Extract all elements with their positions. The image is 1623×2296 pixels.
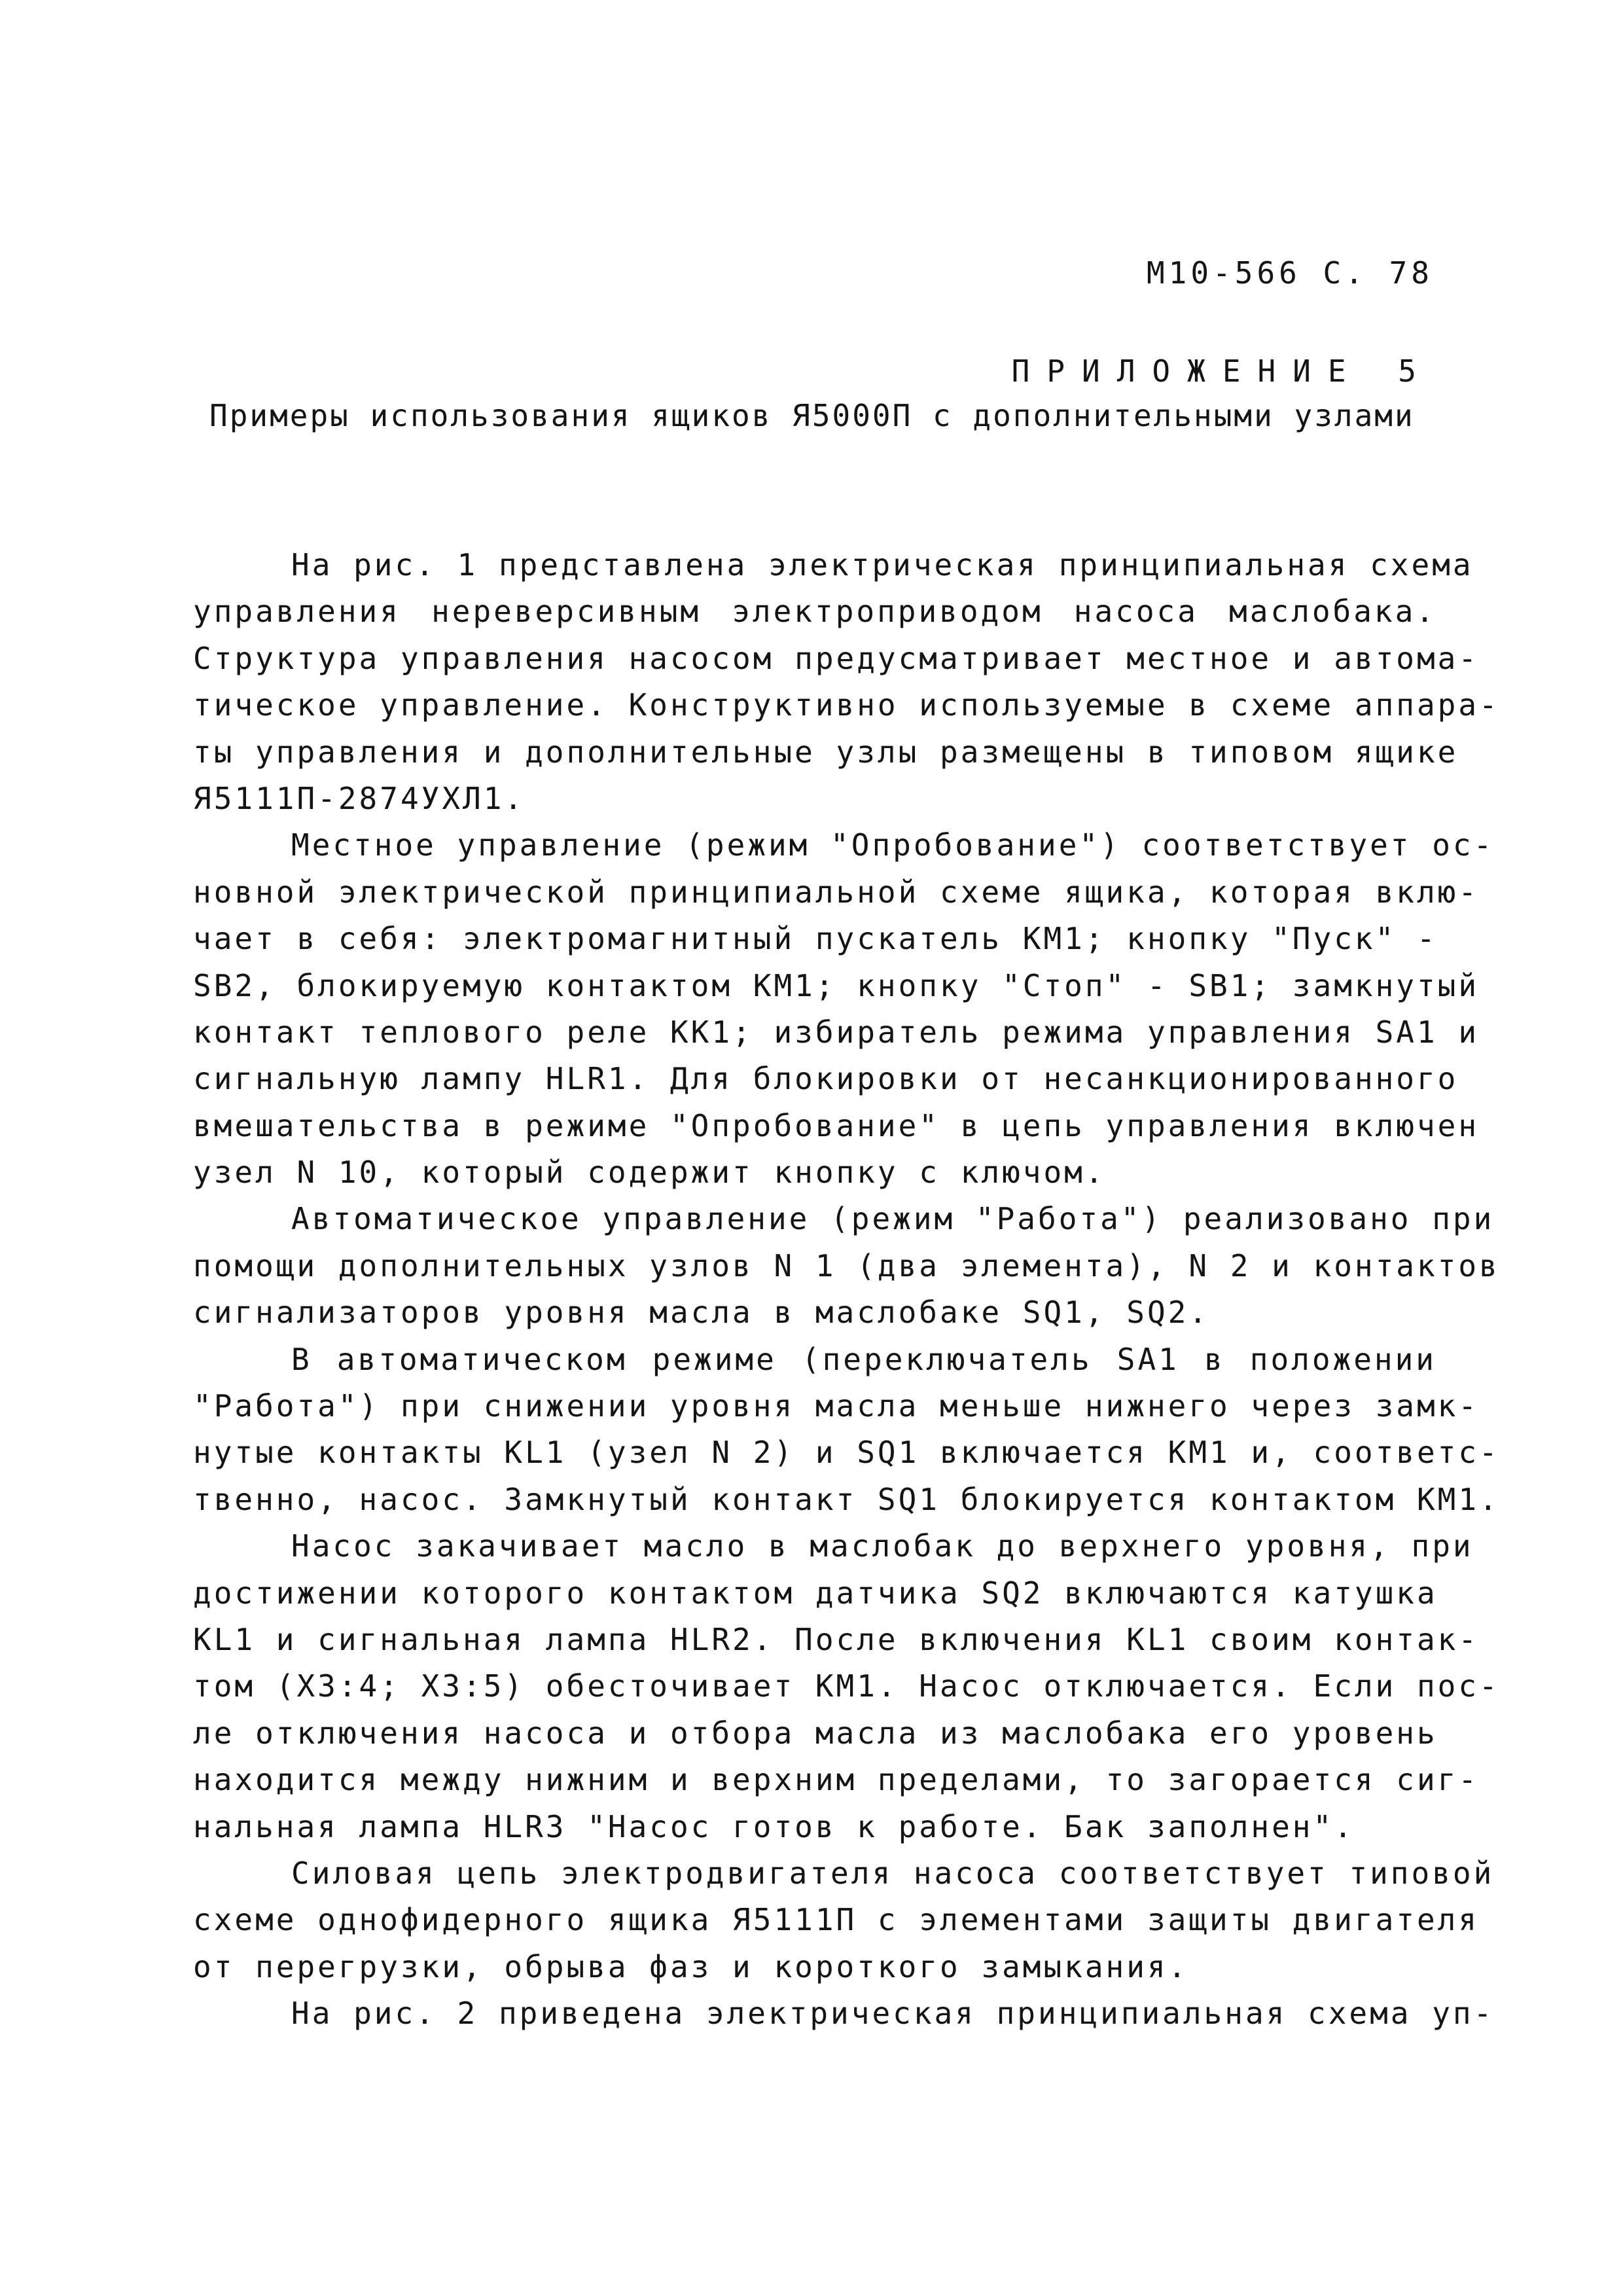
text-line: сигнальную лампу HLR1. Для блокировки от несанкционированного — [193, 1061, 1459, 1097]
text-line: узел N 10, который содержит кнопку с ключом. — [193, 1155, 1106, 1191]
text-line: управления нереверсивным электроприводом насоса маслобака. — [193, 594, 1436, 630]
text-line: находится между нижним и верхним пределами, то загорается сиг- — [193, 1762, 1480, 1798]
text-line: нальная лампа HLR3 "Насос готов к работе. Бак заполнен". — [193, 1808, 1355, 1844]
page-reference: М10-566 С. 78 — [1146, 255, 1433, 291]
text-line: В автоматическом режиме (переключатель SA1 в положении — [291, 1341, 1436, 1377]
appendix-subtitle: Примеры использования ящиков Я5000П с дополнительными узлами — [209, 398, 1415, 433]
text-line: На рис. 2 приведена электрическая принципиальная схема уп- — [291, 1996, 1495, 2032]
text-line: новной электрической принципиальной схеме ящика, которая вклю- — [193, 874, 1480, 910]
text-line: помощи дополнительных узлов N 1 (два элемента), N 2 и контактов — [193, 1247, 1500, 1283]
text-line: чает в себя: электромагнитный пускатель КМ1; кнопку "Пуск" - — [193, 921, 1438, 957]
text-line: "Работа") при снижении уровня масла меньше нижнего через замк- — [193, 1388, 1480, 1424]
text-line: нутые контакты KL1 (узел N 2) и SQ1 включается КМ1 и, соответс- — [193, 1435, 1500, 1471]
text-line: ле отключения насоса и отбора масла из маслобака его уровень — [193, 1715, 1438, 1751]
body-text — [193, 542, 1500, 2037]
text-line: достижении которого контактом датчика SQ2 включаются катушка — [193, 1575, 1438, 1611]
text-line: вмешательства в режиме "Опробование" в цепь управления включен — [193, 1107, 1480, 1143]
text-line: Структура управления насосом предусматривает местное и автома- — [193, 640, 1480, 676]
text-line: SB2, блокируемую контактом КМ1; кнопку "Стоп" - SB1; замкнутый — [193, 967, 1480, 1003]
text-line: том (Х3:4; Х3:5) обесточивает КМ1. Насос отключается. Если пос- — [193, 1668, 1500, 1704]
text-line: Автоматическое управление (режим "Работа") реализовано при — [291, 1201, 1495, 1237]
text-line: от перегрузки, обрыва фаз и короткого замыкания. — [193, 1948, 1189, 1984]
text-line: сигнализаторов уровня масла в маслобаке SQ1, SQ2. — [193, 1295, 1210, 1331]
text-line: тическое управление. Конструктивно используемые в схеме аппара- — [193, 687, 1500, 723]
text-line: твенно, насос. Замкнутый контакт SQ1 блокируется контактом КМ1. — [193, 1481, 1500, 1517]
text-line: ты управления и дополнительные узлы размещены в типовом ящике — [193, 734, 1459, 770]
text-line: Насос закачивает масло в маслобак до верхнего уровня, при — [291, 1528, 1474, 1564]
text-line: схеме однофидерного ящика Я5111П с элементами защиты двигателя — [193, 1902, 1480, 1938]
text-line: KL1 и сигнальная лампа HLR2. После включения KL1 своим контак- — [193, 1621, 1480, 1657]
text-line: На рис. 1 представлена электрическая принципиальная схема — [291, 547, 1474, 583]
text-line: Я5111П-2874УХЛ1. — [193, 780, 526, 816]
appendix-title: ПРИЛОЖЕНИЕ 5 — [1011, 353, 1433, 389]
text-line: контакт теплового реле КК1; избиратель режима управления SA1 и — [193, 1014, 1480, 1050]
text-line: Силовая цепь электродвигателя насоса соответствует типовой — [291, 1855, 1495, 1891]
text-line: Местное управление (режим "Опробование") соответствует ос- — [291, 827, 1495, 863]
